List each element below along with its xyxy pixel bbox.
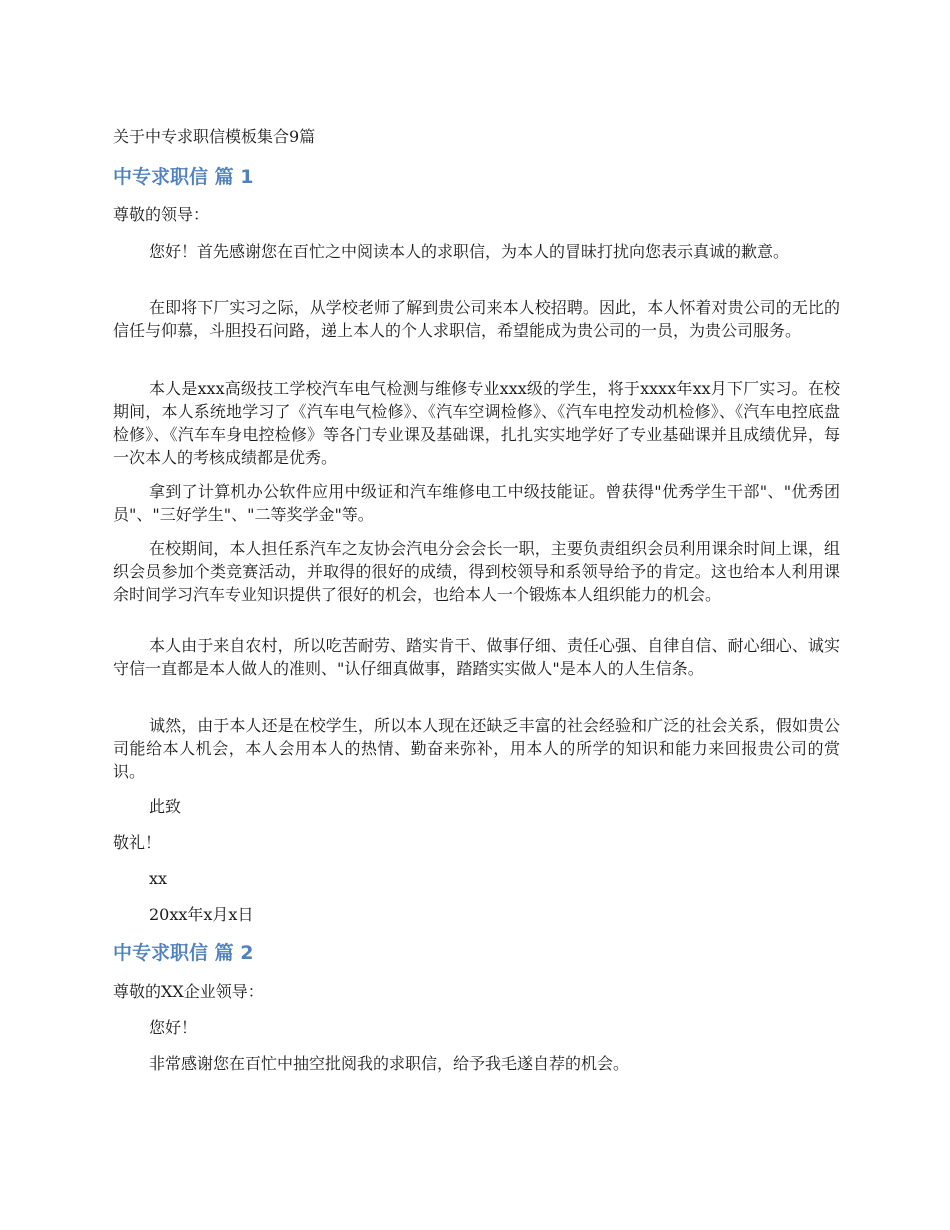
closing-line: 此致 [149, 797, 182, 816]
greeting-line: 您好！ [149, 1018, 198, 1037]
regards-line: 敬礼！ [113, 833, 162, 852]
paragraph: 拿到了计算机办公软件应用中级证和汽车维修电工中级技能证。曾获得"优秀学生干部"、"优秀团员"、"三好学生"、"二等奖学金"等。 [113, 482, 840, 524]
paragraph: 诚然，由于本人还是在校学生，所以本人现在还缺乏丰富的社会经验和广泛的社会关系，假如贵公司能给本人机会，本人会用本人的热情、勤奋来弥补，用本人的所学的知识和能力来回报贵公司的赏识。 [113, 716, 840, 781]
salutation-2: 尊敬的XX企业领导： [113, 982, 264, 1001]
paragraph: 在校期间，本人担任系汽车之友协会汽电分会会长一职，主要负责组织会员利用课余时间上课，组织会员参加个类竞赛活动，并取得的很好的成绩，得到校领导和系领导给予的肯定。这也给本人利用课余时间学习汽车专业知识提供了很好的机会，也给本人一个锻炼本人组织能力的机会。 [113, 539, 840, 604]
document-title: 关于中专求职信模板集合9篇 [113, 127, 316, 146]
paragraph: 您好！首先感谢您在百忙之中阅读本人的求职信，为本人的冒昧打扰向您表示真诚的歉意。 [149, 242, 790, 261]
paragraph: 非常感谢您在百忙中抽空批阅我的求职信，给予我毛遂自荐的机会。 [149, 1054, 630, 1073]
salutation-1: 尊敬的领导： [113, 205, 210, 224]
date-line: 20xx年x月x日 [149, 905, 254, 924]
signature-line: xx [149, 869, 168, 888]
paragraph: 本人是xxx高级技工学校汽车电气检测与维修专业xxx级的学生，将于xxxx年xx月下厂实习。在校期间，本人系统地学习了《汽车电气检修》、《汽车空调检修》、《汽车电控发动机检修》、《汽车电控底盘检修》、《汽车车身电控检修》等各门专业课及基础课，扎扎实实地学好了专业基础课并且成绩优异，每一次本人的考核成绩都是优秀。 [113, 379, 840, 467]
section-heading-2: 中专求职信 篇 2 [113, 942, 254, 964]
section-heading-1: 中专求职信 篇 1 [113, 166, 254, 188]
paragraph: 本人由于来自农村，所以吃苦耐劳、踏实肯干、做事仔细、责任心强、自律自信、耐心细心、诚实守信一直都是本人做人的准则、"认仔细真做事，踏踏实实做人"是本人的人生信条。 [113, 636, 840, 678]
paragraph: 在即将下厂实习之际，从学校老师了解到贵公司来本人校招聘。因此，本人怀着对贵公司的无比的信任与仰慕，斗胆投石问路，递上本人的个人求职信，希望能成为贵公司的一员，为贵公司服务。 [113, 298, 840, 340]
